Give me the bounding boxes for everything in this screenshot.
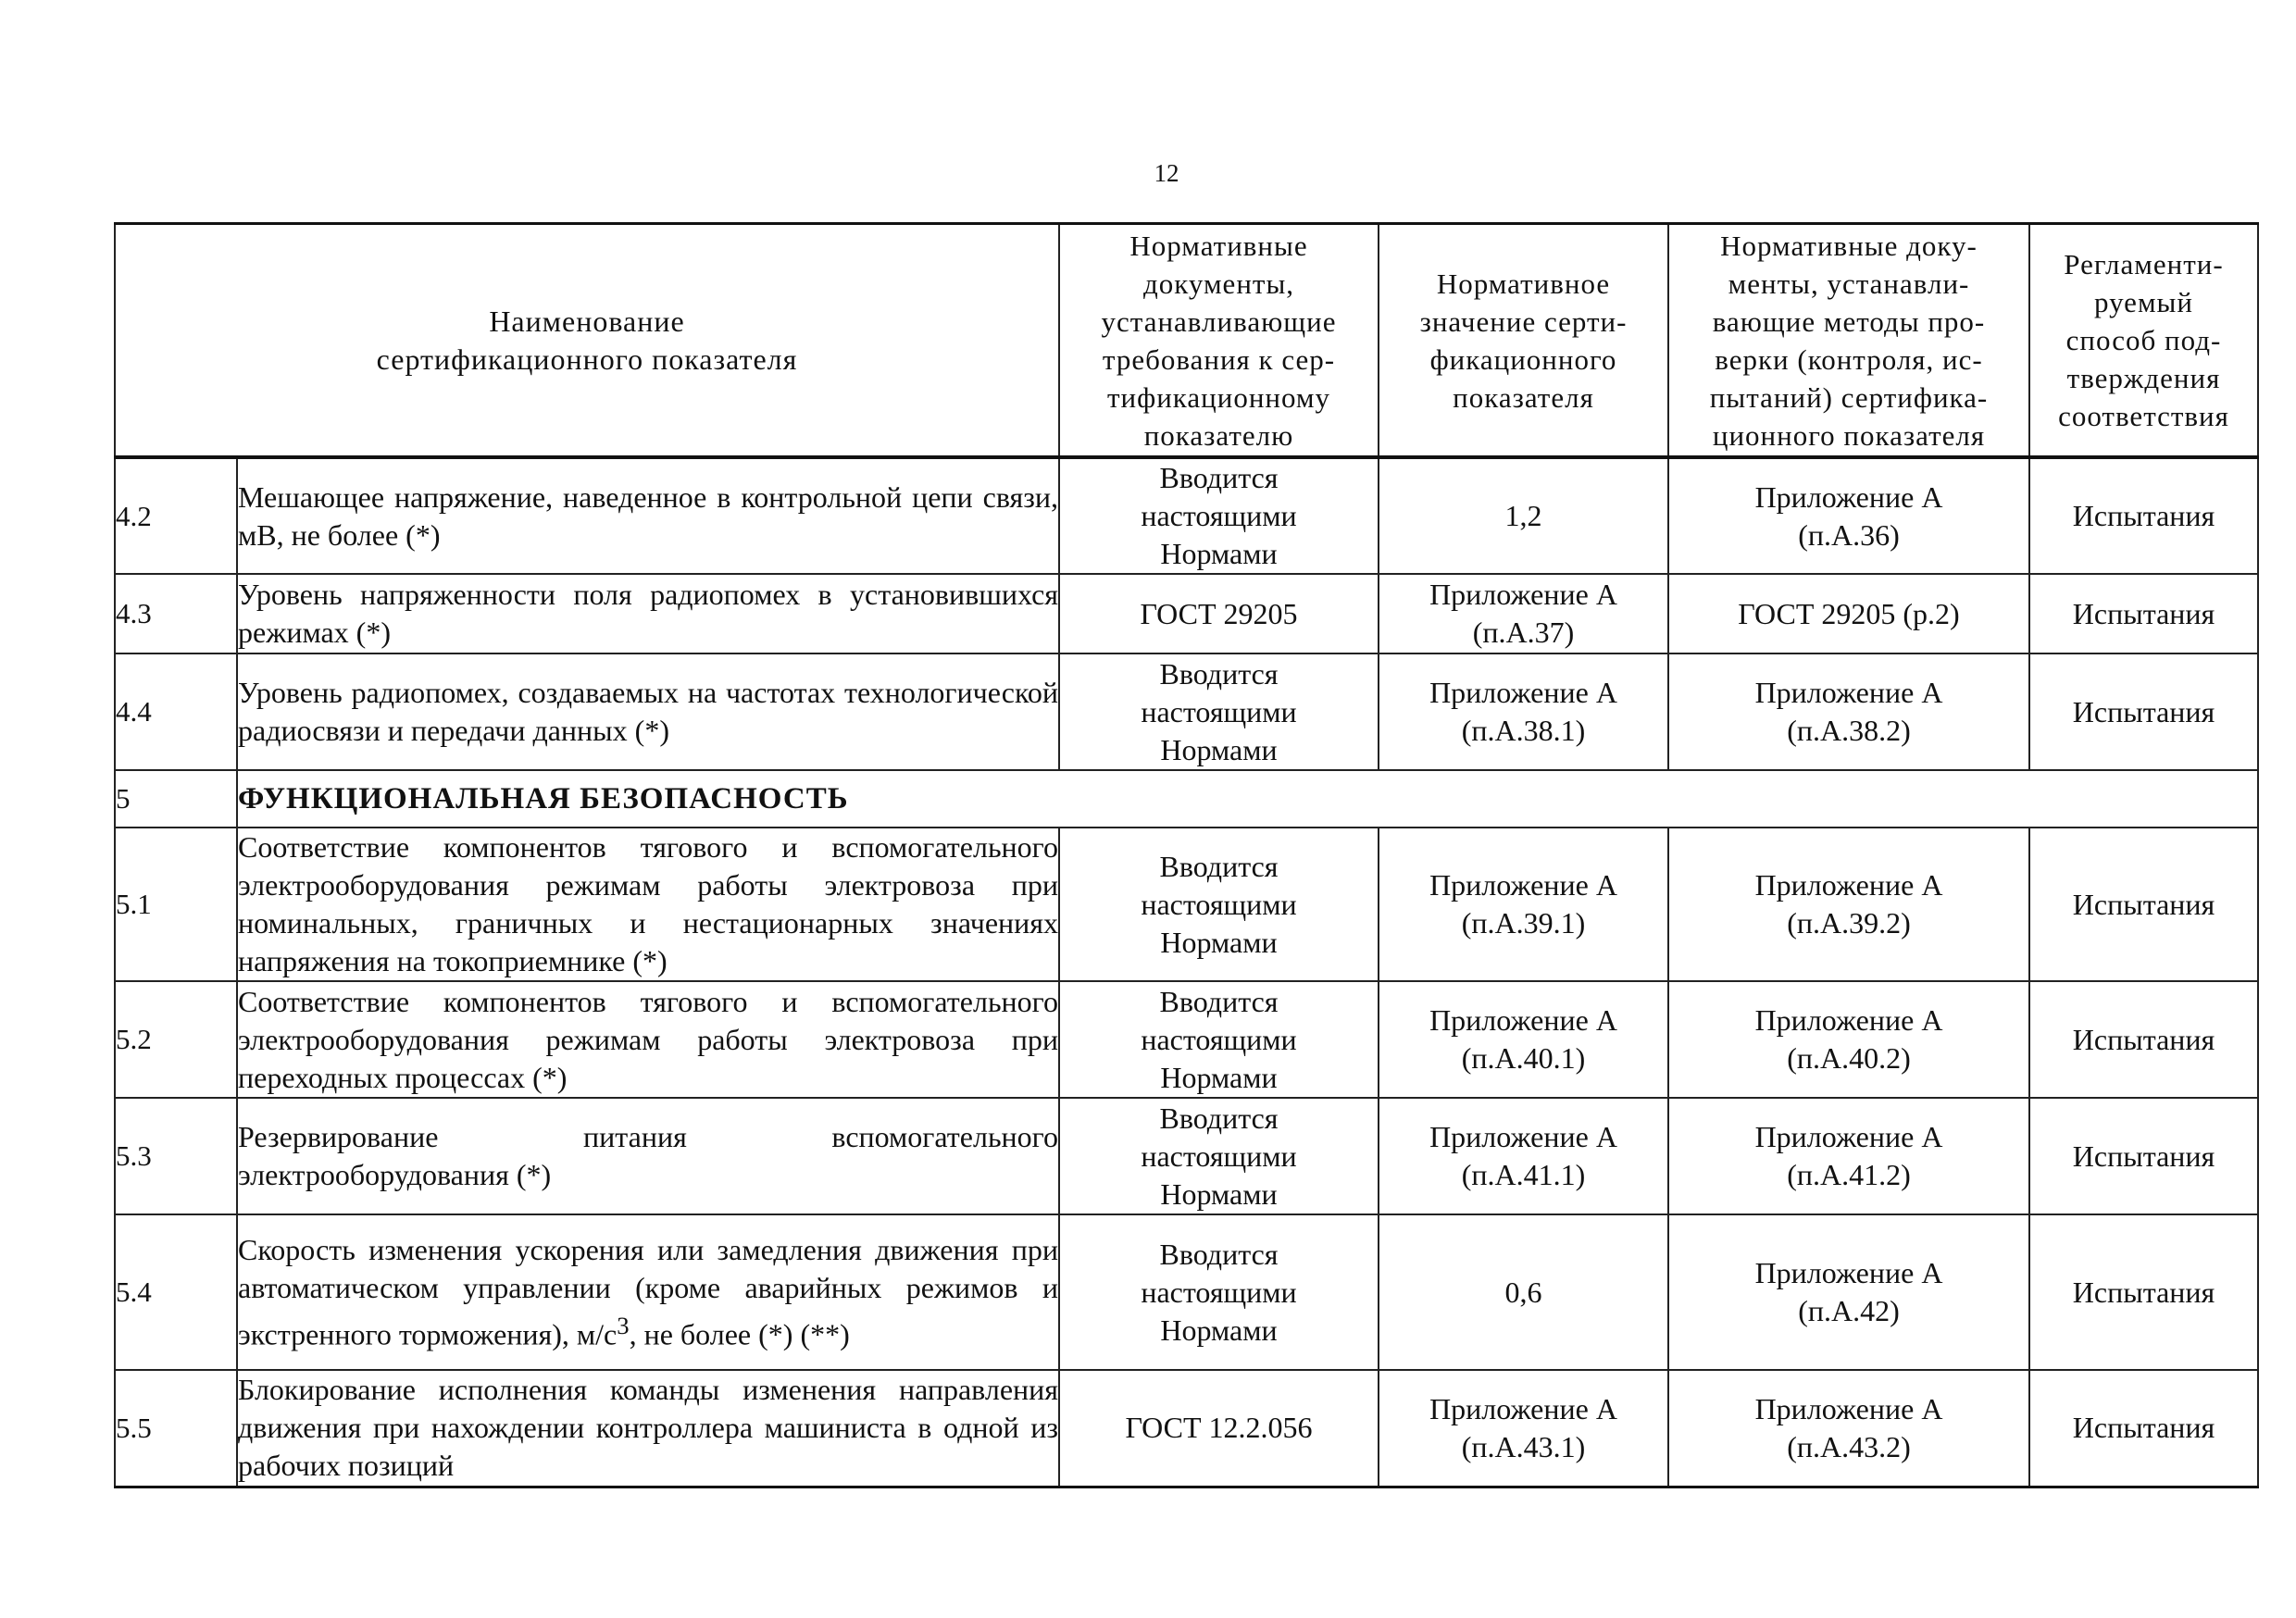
- row-number: 4.2: [115, 457, 237, 574]
- section-title: ФУНКЦИОНАЛЬНАЯ БЕЗОПАСНОСТЬ: [237, 770, 2258, 828]
- row-norm-value: Приложение А (п.А.40.1): [1379, 981, 1668, 1098]
- row-method-docs: Приложение А (п.А.36): [1668, 457, 2029, 574]
- row-norm-value: Приложение А (п.А.41.1): [1379, 1098, 1668, 1214]
- row-norm-value: Приложение А (п.А.43.1): [1379, 1370, 1668, 1487]
- header-norm-value: Нормативное значение серти- фикационного показателя: [1379, 224, 1668, 458]
- row-name: Резервирование питания вспомогательного электрооборудования (*): [237, 1098, 1059, 1214]
- row-number: 5.2: [115, 981, 237, 1098]
- row-number: 5.5: [115, 1370, 237, 1487]
- row-norm-docs: Вводится настоящими Нормами: [1059, 1098, 1379, 1214]
- row-method-docs: Приложение А (п.А.40.2): [1668, 981, 2029, 1098]
- table-row: [115, 457, 2258, 574]
- row-number: 4.3: [115, 574, 237, 653]
- row-confirm: Испытания: [2029, 457, 2258, 574]
- row-norm-value: Приложение А (п.А.37): [1379, 574, 1668, 653]
- superscript-exponent: 3: [617, 1311, 630, 1339]
- row-number: 5.3: [115, 1098, 237, 1214]
- row-norm-docs: ГОСТ 29205: [1059, 574, 1379, 653]
- table-row: [115, 828, 2258, 981]
- row-name: Уровень напряженности поля радиопомех в установившихся режимах (*): [237, 574, 1059, 653]
- row-norm-docs: Вводится настоящими Нормами: [1059, 653, 1379, 770]
- table-row: [115, 574, 2258, 653]
- row-norm-docs: ГОСТ 12.2.056: [1059, 1370, 1379, 1487]
- row-norm-docs: Вводится настоящими Нормами: [1059, 828, 1379, 981]
- row-name: Скорость изменения ускорения или замедления движения при автоматическом управлении (кроме аварийных режимов и экстренного торможения), $м/с^3$, не более (*) (**): [237, 1214, 1059, 1370]
- row-number: 5.4: [115, 1214, 237, 1370]
- header-name: Наименование сертификационного показателя: [115, 224, 1059, 458]
- row-method-docs: Приложение А (п.А.38.2): [1668, 653, 2029, 770]
- header-norm-docs: Нормативные документы, устанавливающие требования к сер- тификационному показателю: [1059, 224, 1379, 458]
- row-method-docs: Приложение А (п.А.39.2): [1668, 828, 2029, 981]
- certification-table: [114, 222, 2259, 1488]
- row-name: Соответствие компонентов тягового и вспомогательного электрооборудования режимам работы электровоза при переходных процессах (*): [237, 981, 1059, 1098]
- row-confirm: Испытания: [2029, 981, 2258, 1098]
- row-norm-docs: Вводится настоящими Нормами: [1059, 981, 1379, 1098]
- row-name: Блокирование исполнения команды изменения направления движения при нахождении контроллера машиниста в одной из рабочих позиций: [237, 1370, 1059, 1487]
- row-norm-value: Приложение А (п.А.38.1): [1379, 653, 1668, 770]
- row-norm-value: Приложение А (п.А.39.1): [1379, 828, 1668, 981]
- table-row: [115, 1370, 2258, 1487]
- row-norm-value: 1,2: [1379, 457, 1668, 574]
- row-method-docs: Приложение А (п.А.41.2): [1668, 1098, 2029, 1214]
- row-method-docs: Приложение А (п.А.43.2): [1668, 1370, 2029, 1487]
- row-name: Уровень радиопомех, создаваемых на частотах технологической радиосвязи и передачи данных (*): [237, 653, 1059, 770]
- row-number: 4.4: [115, 653, 237, 770]
- row-confirm: Испытания: [2029, 574, 2258, 653]
- section-row: [115, 770, 2258, 828]
- table-header-row: [115, 224, 2258, 458]
- table-row: [115, 1098, 2258, 1214]
- page-number: 12: [1154, 159, 1179, 187]
- row-method-docs: ГОСТ 29205 (р.2): [1668, 574, 2029, 653]
- table-row: [115, 1214, 2258, 1370]
- section-number: 5: [115, 770, 237, 828]
- header-confirm-method: Регламенти- руемый способ под- тверждения соответствия: [2029, 224, 2258, 458]
- row-norm-value: 0,6: [1379, 1214, 1668, 1370]
- row-norm-docs: Вводится настоящими Нормами: [1059, 1214, 1379, 1370]
- row-confirm: Испытания: [2029, 653, 2258, 770]
- certification-table-container: [114, 222, 2257, 1488]
- row-confirm: Испытания: [2029, 1370, 2258, 1487]
- row-name: Мешающее напряжение, наведенное в контрольной цепи связи, мВ, не более (*): [237, 457, 1059, 574]
- row-number: 5.1: [115, 828, 237, 981]
- header-method-docs: Нормативные доку- менты, устанавли- вающие методы про- верки (контроля, ис- пытаний) сертифика- ционного показателя: [1668, 224, 2029, 458]
- row-name: Соответствие компонентов тягового и вспомогательного электрооборудования режимам работы электровоза при номинальных, граничных и нестационарных значениях напряжения на токоприемнике (*): [237, 828, 1059, 981]
- row-norm-docs: Вводится настоящими Нормами: [1059, 457, 1379, 574]
- row-confirm: Испытания: [2029, 1214, 2258, 1370]
- row-confirm: Испытания: [2029, 828, 2258, 981]
- table-row: [115, 981, 2258, 1098]
- table-row: [115, 653, 2258, 770]
- row-confirm: Испытания: [2029, 1098, 2258, 1214]
- row-method-docs: Приложение А (п.А.42): [1668, 1214, 2029, 1370]
